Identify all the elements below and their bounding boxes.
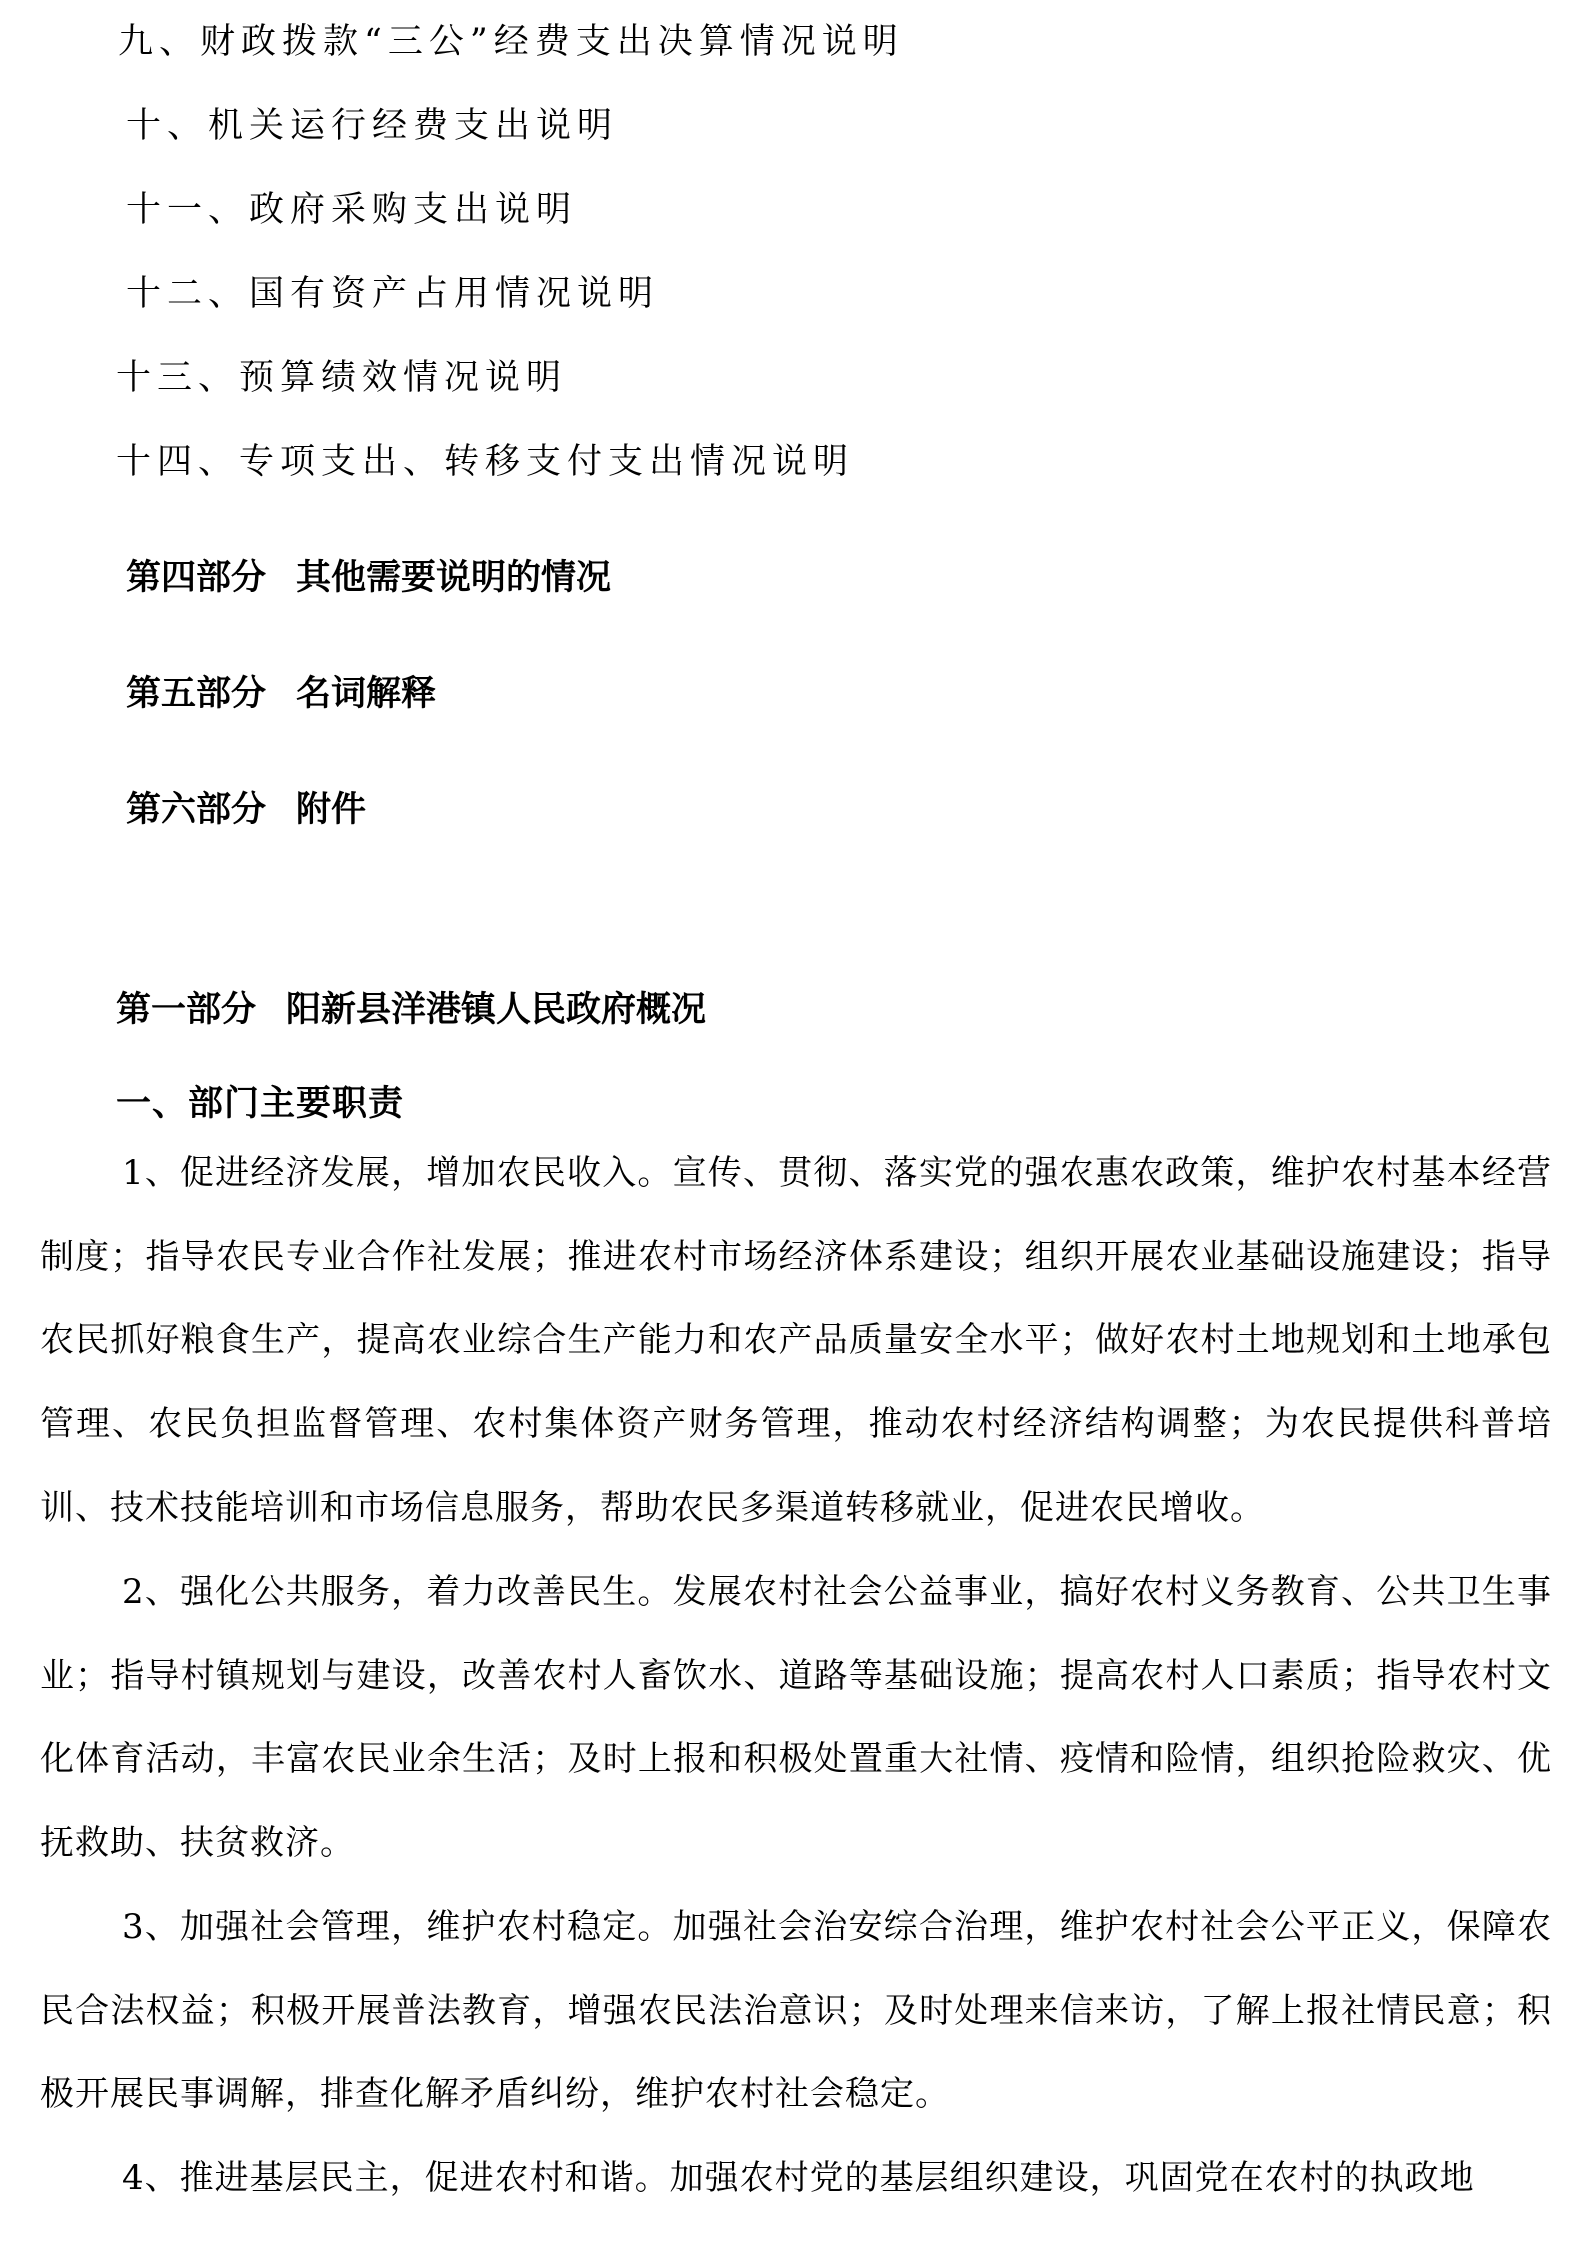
toc-item-12: 十二、国有资产占用情况说明: [126, 274, 660, 314]
toc-part-5: [126, 672, 436, 716]
toc-part-6-label: 第六部分: [126, 790, 267, 830]
toc-part-4-label: 第四部分: [126, 558, 267, 598]
toc-item-9: 九、财政拨款“三公”经费支出决算情况说明: [118, 22, 904, 62]
toc-item-10: 十、机关运行经费支出说明: [126, 106, 619, 146]
toc-item-13: 十三、预算绩效情况说明: [116, 358, 568, 398]
toc-part-5-title: 名词解释: [296, 674, 437, 714]
paragraph-duty-4: 4、推进基层民主，促进农村和谐。加强农村党的基层组织建设，巩固党在农村的执政地: [122, 2158, 1475, 2198]
part-one-title: 阳新县洋港镇人民政府概况: [286, 990, 707, 1030]
paragraph-duty-3: 3、加强社会管理，维护农村稳定。加强社会治安综合治理，维护农村社会公平正义，保障农民合法权益；积极开展普法教育，增强农民法治意识；及时处理来信来访，了解上报社情民意；积极开展民事调解，排查化解矛盾纠纷，维护农村社会稳定。: [40, 1907, 1552, 2115]
paragraph-duty-2: 2、强化公共服务，着力改善民生。发展农村社会公益事业，搞好农村义务教育、公共卫生事业；指导村镇规划与建设，改善农村人畜饮水、道路等基础设施；提高农村人口素质；指导农村文化体育活动，丰富农民业余生活；及时上报和积极处置重大社情、疫情和险情，组织抢险救灾、优抚救助、扶贫救济。: [40, 1572, 1552, 1864]
toc-item-14: 十四、专项支出、转移支付支出情况说明: [116, 442, 855, 482]
toc-part-6-title: 附件: [296, 790, 367, 830]
toc-part-4: [126, 556, 611, 600]
toc-part-5-label: 第五部分: [126, 674, 267, 714]
toc-item-11: 十一、政府采购支出说明: [126, 190, 578, 230]
part-one-label: 第一部分: [116, 990, 257, 1030]
toc-part-4-title: 其他需要说明的情况: [296, 558, 612, 598]
toc-part-6: [126, 788, 366, 832]
section-heading: 一、部门主要职责: [116, 1084, 405, 1124]
part-one-heading: [116, 988, 706, 1032]
paragraph-duty-1: 1、促进经济发展，增加农民收入。宣传、贯彻、落实党的强农惠农政策，维护农村基本经营制度；指导农民专业合作社发展；推进农村市场经济体系建设；组织开展农业基础设施建设；指导农民抓好粮食生产，提高农业综合生产能力和农产品质量安全水平；做好农村土地规划和土地承包管理、农民负担监督管理、农村集体资产财务管理，推动农村经济结构调整；为农民提供科普培训、技术技能培训和市场信息服务，帮助农民多渠道转移就业，促进农民增收。: [40, 1153, 1552, 1528]
